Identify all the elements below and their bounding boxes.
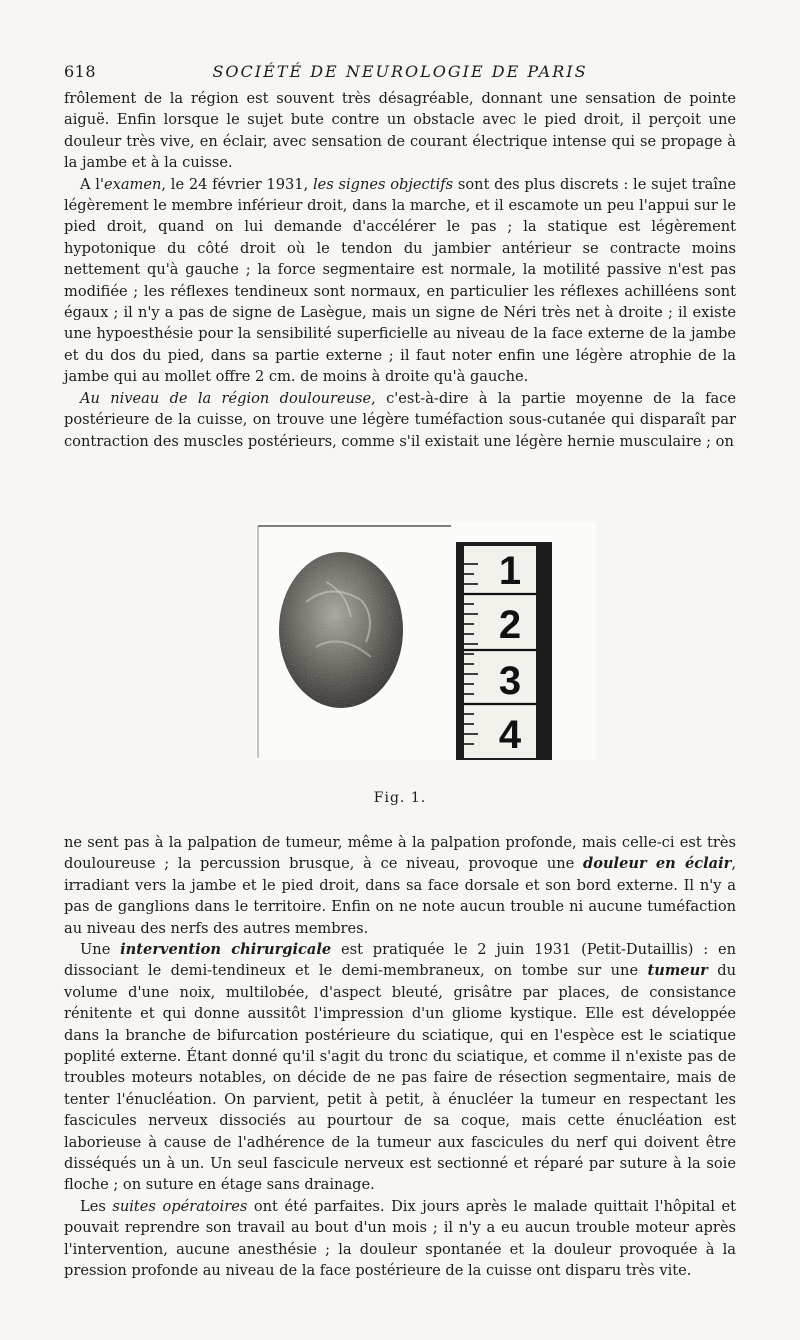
- tumor-specimen: [279, 552, 403, 708]
- paragraph-p3: [64, 388, 736, 452]
- paragraph-p1: [64, 88, 736, 174]
- paragraph-p5: [64, 939, 736, 1196]
- paragraph-text: A l': [80, 175, 104, 193]
- text-block-after-figure: [64, 832, 736, 1282]
- ruler-number-3: 3: [498, 658, 522, 703]
- emphasis-text: examen: [103, 175, 162, 193]
- paragraph-p2: [64, 174, 736, 388]
- ruler-number-2: 2: [498, 602, 522, 647]
- emphasis-text: Au niveau de la région douloureuse: [80, 389, 372, 407]
- paragraph-text: frôlement de la région est souvent très désagréable, donnant une sensation de pointe aiguë. Enfin lorsque le sujet bute contre un obstacle avec le pied droit, il perçoit une douleur très vive, en éclair, avec sensation de courant électrique intense qui se propage à la jambe et à la cuisse.: [64, 90, 736, 172]
- paragraph-text: est pratiquée le 2 juin 1931 (Petit-Dutaillis) : en dissociant le demi-tendineux et le demi-membraneux, on tombe sur une: [64, 940, 736, 980]
- paragraph-p4: [64, 832, 736, 939]
- emphasis-text: douleur en éclair: [583, 855, 732, 873]
- page-number: 618: [64, 62, 97, 81]
- paragraph-text: Une: [80, 940, 121, 958]
- emphasis-text: suites opératoires: [112, 1197, 248, 1215]
- paragraph-text: ne sent pas à la palpation de tumeur, même à la palpation profonde, mais celle-ci est très douloureuse ; la percussion brusque, à ce niveau, provoque une: [64, 833, 736, 873]
- ruler: [456, 542, 552, 760]
- page: [64, 56, 736, 1281]
- paragraph-text: du volume d'une noix, multilobée, d'aspect bleuté, grisâtre par places, de consistance rénitente et qui donne aussitôt l'impression d'un gliome kystique. Elle est développée dans la branche de bifurcation postérieure du sciatique, qui en l'espèce est le sciatique poplité externe. Étant donné qu'il s'agit du tronc du sciatique, et comme il n'existe pas de troubles moteurs notables, on décide de ne pas faire de résection segmentaire, mais de tenter l'énucléation. On parvient, petit à petit, à énucléer la tumeur en respectant les fascicules nerveux dissociés au pourtour de sa coque, mais cette énucléation est laborieuse à cause de l'adhérence de la tumeur aux fascicules du nerf qui doivent être disséqués un à un. Un seul fascicule nerveux est sectionné et réparé par suture à la soie floche ; on suture en étage sans drainage.: [64, 962, 736, 1194]
- paragraph-text: , irradiant vers la jambe et le pied droit, dans sa face dorsale et son bord externe. Il n'y a pas de ganglions dans le territoire. Enfin on ne note aucun trouble ni aucune tuméfaction au niveau des nerfs des autres membres.: [64, 855, 736, 937]
- emphasis-text: intervention chirurgicale: [120, 940, 332, 958]
- ruler-number-4: 4: [498, 712, 522, 757]
- paragraph-text: ont été parfaites. Dix jours après le malade quittait l'hôpital et pouvait reprendre son travail au bout d'un mois ; il n'y a eu aucun trouble moteur après l'intervention, aucune anesthésie ; la douleur spontanée et la douleur provoquée à la pression profonde au niveau de la face postérieure de la cuisse ont disparu très vite.: [64, 1197, 736, 1280]
- ruler-number-1: 1: [498, 548, 522, 593]
- paragraph-text: sont des plus discrets : le sujet traîne légèrement le membre inférieur droit, dans la marche, et il escamote un peu l'appui sur le pied droit, quand on lui demande d'accélérer le pas ; la statique est légèrement hypotonique du côté droit où le tendon du jambier antérieur se contracte moins nettement qu'à gauche ; la force segmentaire est normale, la motilité passive n'est pas modifiée ; les réflexes tendineux sont normaux, en particulier les réflexes achilléens sont égaux ; il n'y a pas de signe de Lasègue, mais un signe de Néri très net à droite ; il existe une hypoesthésie pour la sensibilité superficielle au niveau de la face externe de la jambe et du dos du pied, dans sa partie externe ; il faut noter enfin une légère atrophie de la jambe qui au mollet offre 2 cm. de moins à droite qu'à gauche.: [64, 175, 737, 386]
- paragraph-text: Les: [80, 1197, 113, 1215]
- running-title: SOCIÉTÉ DE NEUROLOGIE DE PARIS: [212, 62, 588, 81]
- emphasis-text: tumeur: [647, 962, 708, 980]
- page-header: [64, 56, 736, 88]
- text-block-before-figure: [64, 88, 736, 452]
- tumor-photo-with-ruler: [256, 522, 596, 760]
- figure-caption: Fig. 1.: [373, 789, 427, 806]
- paragraph-text: , c'est-à-dire à la partie moyenne de la face postérieure de la cuisse, on trouve une légère tuméfaction sous-cutanée qui disparaît par contraction des muscles postérieurs, comme s'il existait une légère hernie musculaire ; on: [64, 389, 736, 450]
- paragraph-p6: [64, 1196, 736, 1282]
- paragraph-text: , le 24 février 1931,: [161, 175, 313, 193]
- emphasis-text: les signes objectifs: [312, 175, 454, 193]
- figure: [64, 522, 736, 814]
